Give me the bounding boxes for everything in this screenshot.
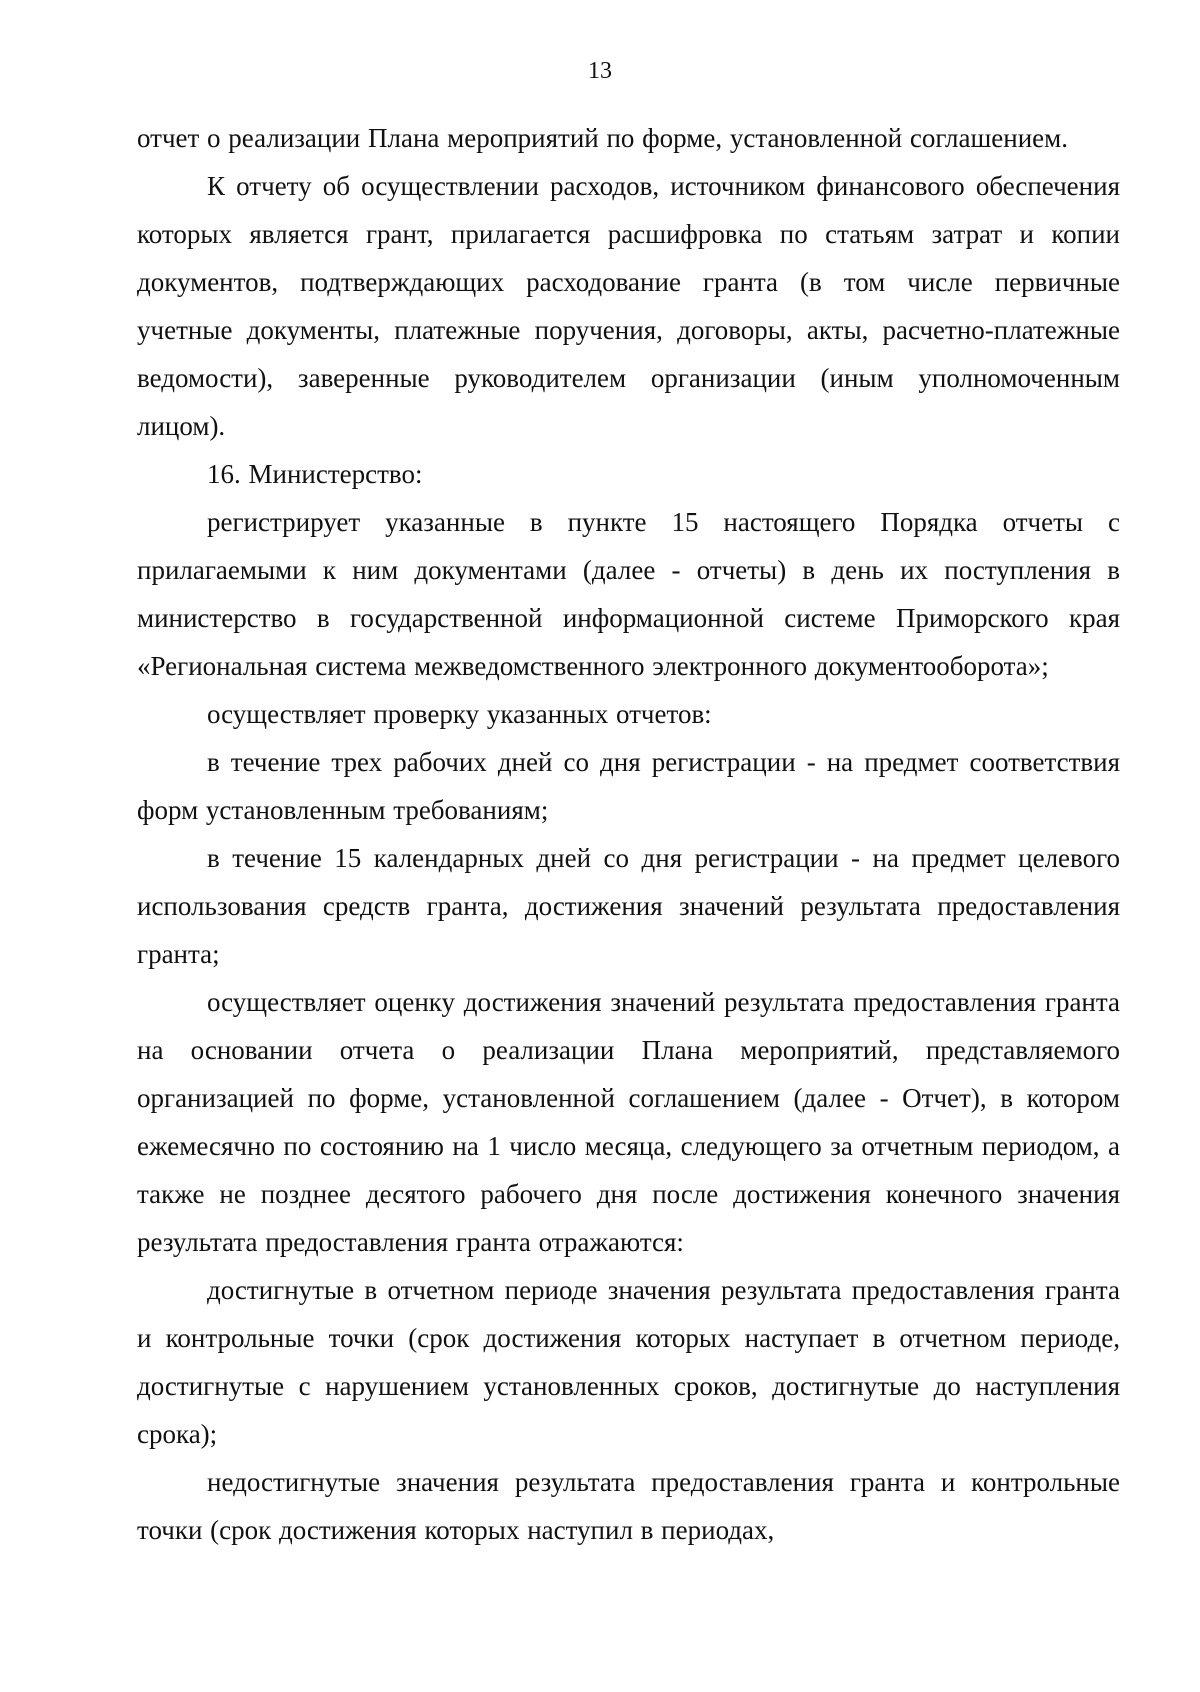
paragraph-unachieved-values: недостигнутые значения результата предоставления гранта и контрольные точки (срок достижения которых наступил в периодах, — [137, 1467, 1120, 1545]
document-body — [137, 114, 1120, 1554]
paragraph-verifies-reports: осуществляет проверку указанных отчетов: — [207, 699, 712, 729]
paragraph-three-days: в течение трех рабочих дней со дня регистрации - на предмет соответствия форм установленным требованиям; — [137, 747, 1120, 825]
paragraph-fifteen-days: в течение 15 календарных дней со дня регистрации - на предмет целевого использования средств гранта, достижения значений результата предоставления гранта; — [137, 843, 1120, 969]
paragraph-achieved-values: достигнутые в отчетном периоде значения результата предоставления гранта и контрольные точки (срок достижения которых наступает в отчетном периоде, достигнутые с нарушением установленных сроков, достигнутые до наступления срока); — [137, 1275, 1120, 1449]
paragraph-ministry-heading: 16. Министерство: — [207, 459, 423, 489]
paragraph-expense-report: К отчету об осуществлении расходов, источником финансового обеспечения которых является грант, прилагается расшифровка по статьям затрат и копии документов, подтверждающих расходование гранта (в том числе первичные учетные документы, платежные поручения, договоры, акты, расчетно-платежные ведомости), заверенные руководителем организации (иным уполномоченным лицом). — [137, 171, 1120, 441]
page-number: 13 — [588, 58, 612, 84]
paragraph-evaluation: осуществляет оценку достижения значений результата предоставления гранта на основании отчета о реализации Плана мероприятий, представляемого организацией по форме, установленной соглашением (далее - Отчет), в котором ежемесячно по состоянию на 1 число месяца, следующего за отчетным периодом, а также не позднее десятого рабочего дня после достижения конечного значения результата предоставления гранта отражаются: — [137, 987, 1120, 1257]
paragraph-registers-reports: регистрирует указанные в пункте 15 настоящего Порядка отчеты с прилагаемыми к ним документами (далее - отчеты) в день их поступления в министерство в государственной информационной системе Приморского края «Региональная система межведомственного электронного документооборота»; — [137, 507, 1120, 681]
paragraph-report-form: отчет о реализации Плана мероприятий по форме, установленной соглашением. — [137, 123, 1068, 153]
